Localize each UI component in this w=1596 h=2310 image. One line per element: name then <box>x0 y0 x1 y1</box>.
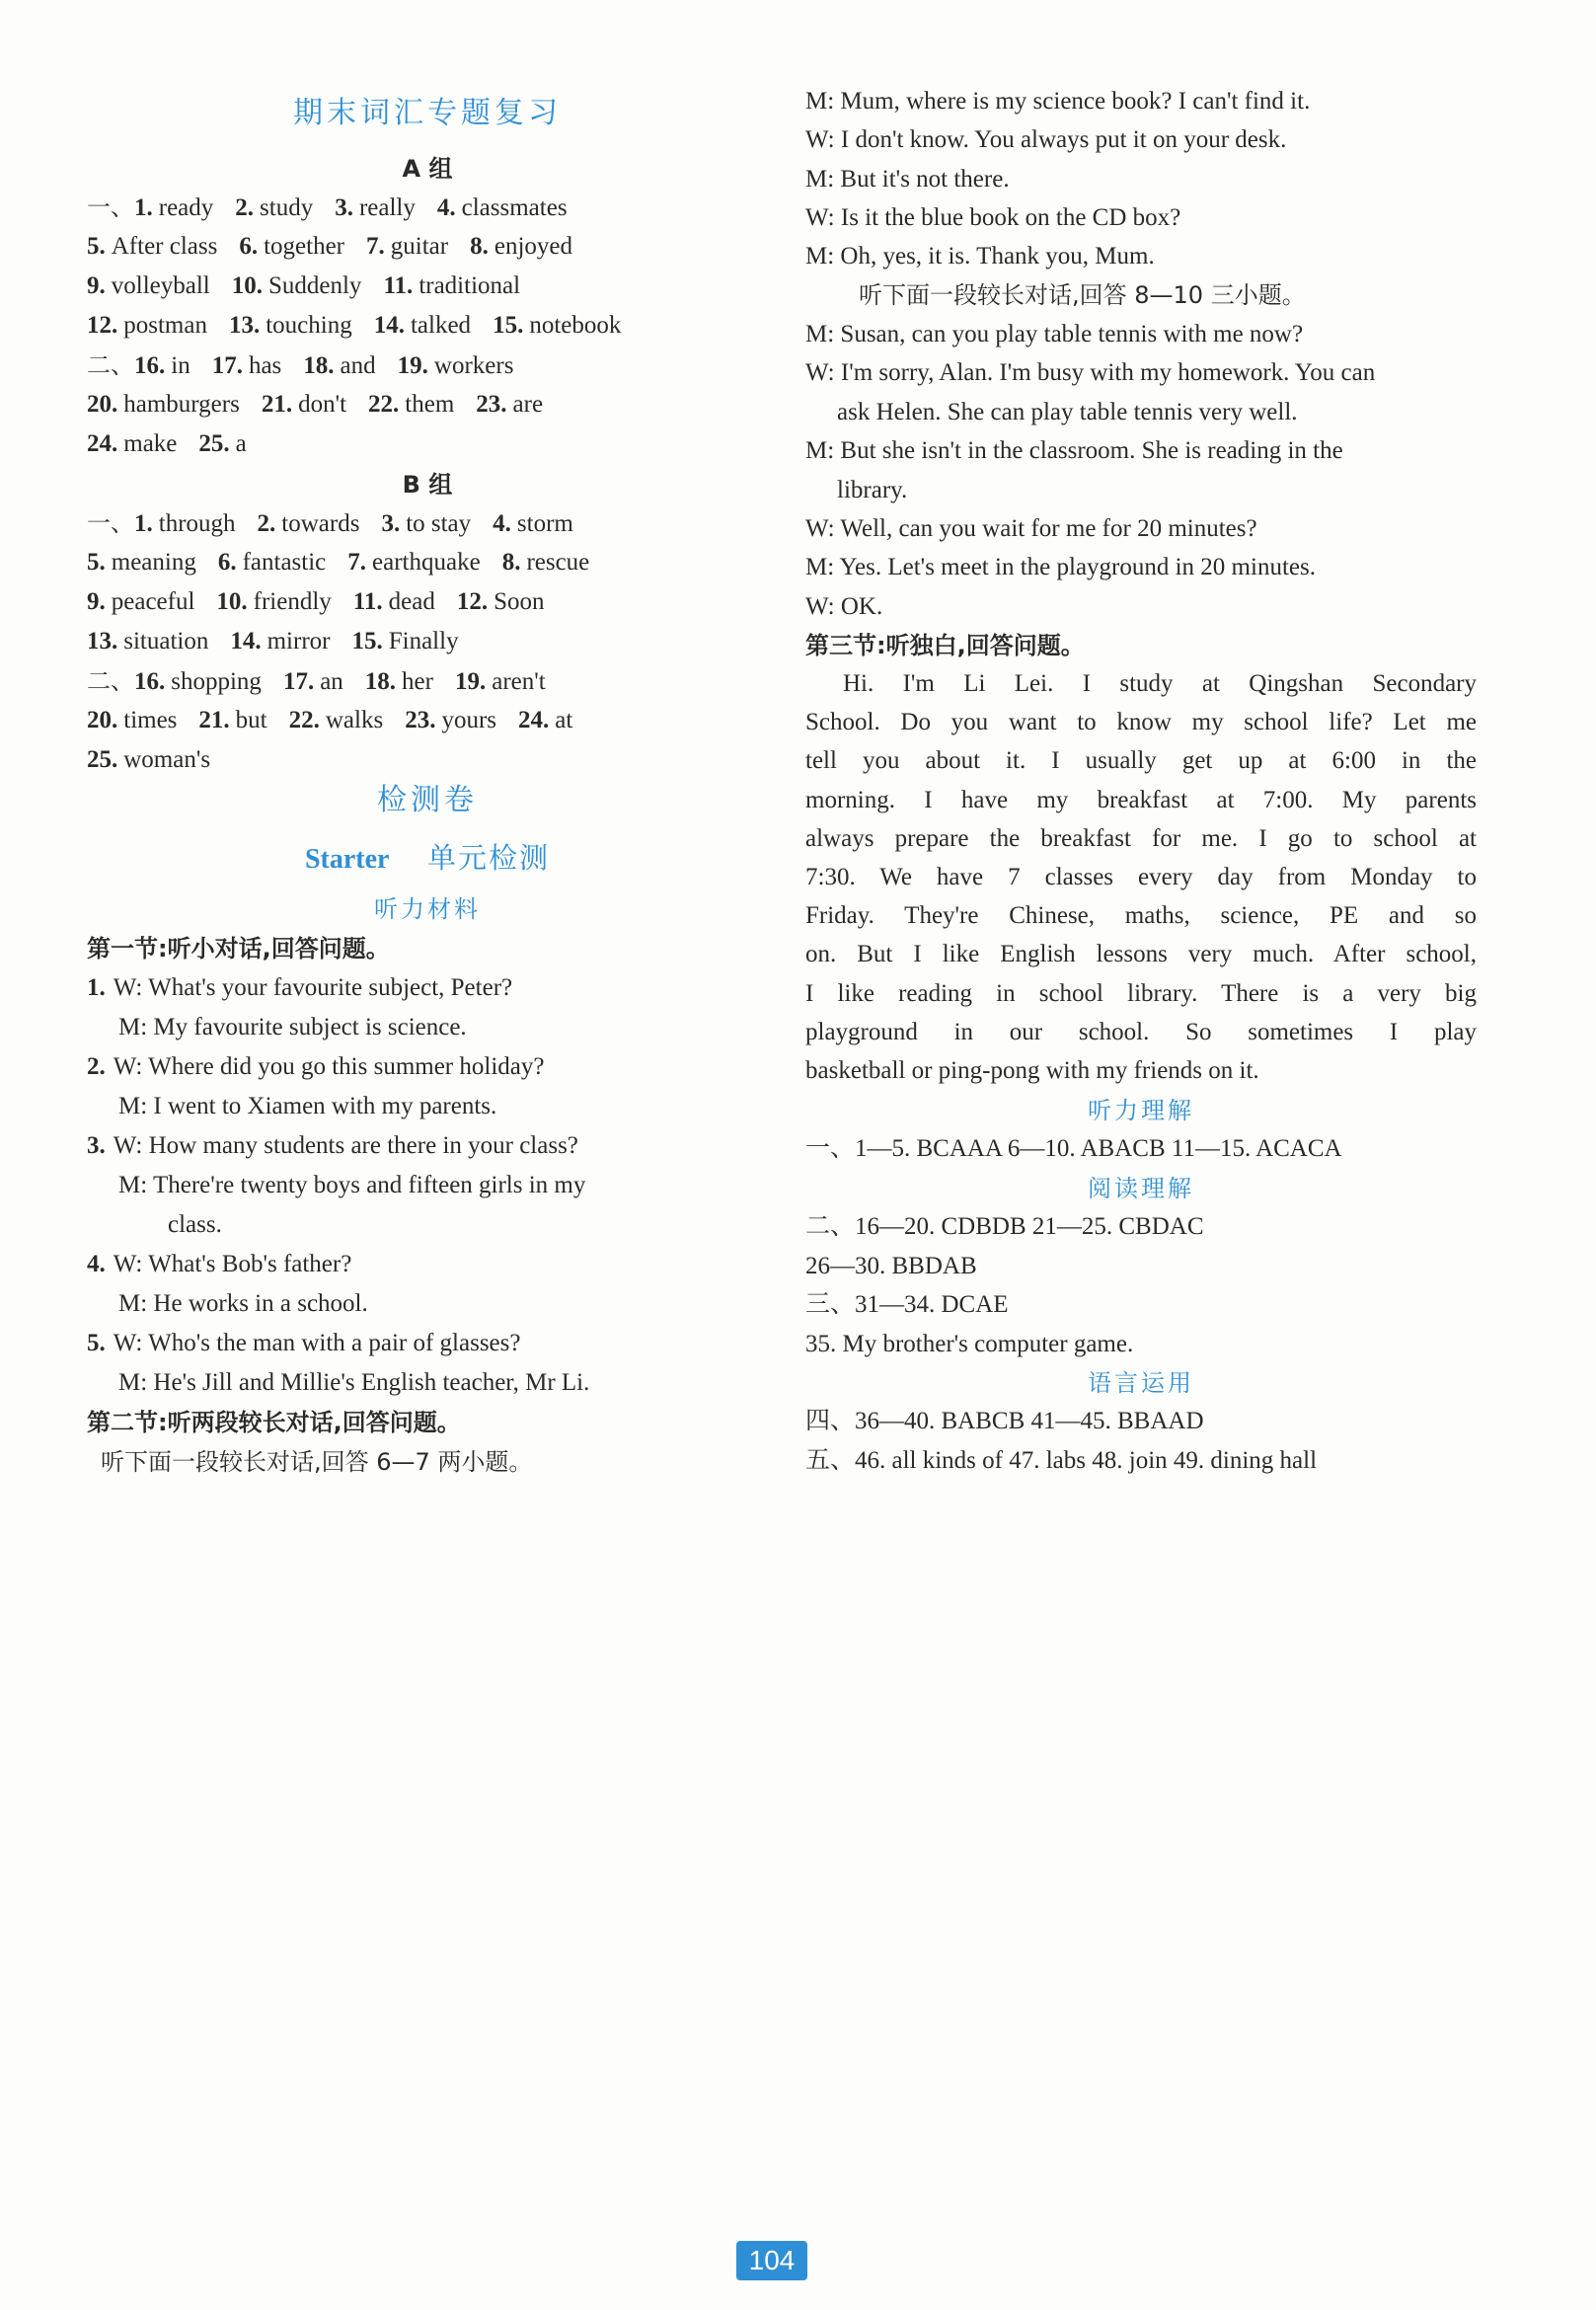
part-number: 一、 <box>87 193 134 221</box>
answer-row <box>87 664 568 699</box>
item-number: 13. <box>228 312 261 339</box>
item-number: 4. <box>493 510 511 537</box>
answer-item <box>374 309 471 343</box>
item-number: 15. <box>493 312 524 339</box>
item-number: 3. <box>381 510 401 537</box>
answer-item <box>262 388 346 422</box>
language-answer-line: 四、36—40. BABCB 41—45. BBAAD <box>805 1408 1204 1434</box>
item-answer: After class <box>111 233 218 260</box>
item-answer: enjoyed <box>494 233 572 260</box>
dialogue-number: 2. <box>87 1053 106 1080</box>
item-number: 6. <box>239 233 259 260</box>
item-number: 5. <box>87 549 106 576</box>
item-answer: study <box>260 194 314 221</box>
reading-answer-line: 35. My brother's computer game. <box>805 1330 1134 1357</box>
item-number: 22. <box>288 707 320 733</box>
answer-item <box>383 270 520 303</box>
language-title: 语言运用 <box>1088 1369 1194 1397</box>
dialogue-m-line: M: He works in a school. <box>118 1290 368 1317</box>
item-answer: aren't <box>492 668 546 695</box>
item-number: 2. <box>257 510 276 537</box>
item-answer: storm <box>516 510 573 537</box>
answer-item <box>87 270 210 303</box>
item-number: 10. <box>216 588 248 615</box>
answer-item <box>351 625 458 658</box>
answer-item <box>455 665 546 699</box>
answer-item <box>258 507 360 541</box>
item-number: 18. <box>364 668 397 695</box>
item-answer: earthquake <box>372 549 481 576</box>
item-answer: through <box>158 510 236 537</box>
answer-item <box>87 546 196 579</box>
answer-item <box>230 625 330 658</box>
item-answer: her <box>402 668 433 695</box>
answer-item <box>87 388 240 422</box>
conv1-line: W: I don't know. You always put it on your desk. <box>805 126 1287 154</box>
answer-item <box>289 704 384 737</box>
answer-item <box>353 585 435 619</box>
item-number: 11. <box>352 588 383 615</box>
dialogue-w-line <box>87 971 512 1005</box>
answer-row <box>87 348 535 383</box>
unit-title <box>87 841 768 878</box>
item-number: 2. <box>235 194 255 221</box>
group-a-label: A 组 <box>402 155 453 183</box>
page-number: 104 <box>736 2241 807 2280</box>
dialogue-m-line: M: My favourite subject is science. <box>118 1014 467 1040</box>
dialogue-number: 1. <box>87 974 106 1001</box>
item-number: 12. <box>87 312 118 339</box>
monologue-line: Hi. I'm Li Lei. I study at Qingshan Secondary <box>843 670 1477 697</box>
part-number: 二、 <box>87 667 134 695</box>
item-number: 1. <box>134 510 153 537</box>
answer-item <box>518 704 572 737</box>
item-number: 25. <box>87 746 118 773</box>
item-answer: towards <box>281 510 360 537</box>
answer-item <box>212 349 282 383</box>
item-answer: don't <box>298 391 347 418</box>
item-number: 24. <box>87 430 118 457</box>
listening-material-title: 听力材料 <box>374 895 481 923</box>
dialogue-w-text: W: What's Bob's father? <box>113 1251 352 1277</box>
test-title: 检测卷 <box>377 783 478 817</box>
section2-heading: 第二节:听两段较长对话,回答问题。 <box>87 1409 461 1436</box>
item-answer: Finally <box>388 628 459 654</box>
item-answer: postman <box>123 312 207 339</box>
answer-row <box>87 388 565 422</box>
dialogue-w-line <box>87 1248 351 1281</box>
item-answer: hamburgers <box>123 391 240 418</box>
item-answer: are <box>512 391 544 418</box>
answer-row <box>87 546 611 579</box>
answer-item <box>198 427 246 461</box>
dialogue-number: 5. <box>87 1330 106 1356</box>
item-answer: guitar <box>390 233 449 260</box>
item-answer: fantastic <box>242 549 327 576</box>
part-number: 一、 <box>87 509 134 537</box>
item-number: 9. <box>87 272 106 299</box>
item-answer: shopping <box>171 668 262 695</box>
conv2-line: M: But she isn't in the classroom. She is reading in the <box>805 437 1343 465</box>
item-answer: times <box>123 707 178 733</box>
answer-row <box>87 427 268 461</box>
item-answer: in <box>171 352 190 379</box>
answer-item <box>87 664 262 699</box>
conv2-line: M: Yes. Let's meet in the playground in 20 minutes. <box>805 554 1316 581</box>
monologue-line: I like reading in school library. There is a very big <box>805 979 1477 1007</box>
reading-answer-line: 三、31—34. DCAE <box>805 1291 1009 1318</box>
conv2-line: W: I'm sorry, Alan. I'm busy with my homework. You can <box>805 359 1376 387</box>
item-number: 22. <box>368 391 400 418</box>
item-number: 8. <box>501 549 521 576</box>
dialogue-number: 3. <box>87 1132 106 1159</box>
answer-item <box>437 192 568 225</box>
answer-item <box>218 546 326 579</box>
monologue-line: morning. I have my breakfast at 7:00. My parents <box>805 786 1477 813</box>
answer-row <box>87 585 567 619</box>
item-number: 16. <box>134 352 166 379</box>
answer-item <box>87 191 213 225</box>
item-number: 14. <box>230 628 262 654</box>
monologue-line: School. Do you want to know my school life? Let me <box>805 709 1477 736</box>
item-number: 1. <box>134 194 153 221</box>
conv2-line: W: Well, can you wait for me for 20 minutes? <box>805 515 1257 542</box>
item-answer: an <box>320 668 343 695</box>
item-number: 18. <box>303 352 335 379</box>
item-answer: meaning <box>111 549 196 576</box>
conv1-line: M: Oh, yes, it is. Thank you, Mum. <box>805 243 1155 270</box>
answer-row <box>87 506 595 541</box>
item-number: 20. <box>87 707 118 733</box>
item-number: 15. <box>351 628 383 654</box>
item-answer: yours <box>441 707 497 733</box>
dialogue-w-text: W: How many students are there in your class? <box>113 1132 578 1159</box>
conv1-line: M: Mum, where is my science book? I can't find it. <box>805 88 1311 115</box>
item-answer: at <box>555 707 573 733</box>
answer-row <box>87 270 542 303</box>
item-answer: situation <box>123 628 209 654</box>
item-answer: to stay <box>406 510 472 537</box>
answer-item <box>87 743 210 777</box>
answer-item <box>87 230 217 264</box>
item-answer: but <box>235 707 267 733</box>
dialogue-w-line <box>87 1129 578 1163</box>
answer-item <box>198 704 266 737</box>
item-number: 7. <box>366 233 385 260</box>
item-number: 23. <box>476 391 507 418</box>
item-answer: walks <box>325 707 384 733</box>
answer-item <box>216 585 331 619</box>
item-number: 11. <box>383 272 414 299</box>
item-number: 19. <box>454 668 487 695</box>
item-number: 19. <box>397 352 428 379</box>
dialogue-w-text: W: What's your favourite subject, Peter? <box>113 974 513 1001</box>
answer-item <box>87 427 177 461</box>
item-answer: and <box>340 352 376 379</box>
section2-intro: 听下面一段较长对话,回答 6—7 两小题。 <box>101 1448 533 1476</box>
answer-row <box>87 309 643 343</box>
group-b-label: B 组 <box>402 471 453 499</box>
item-number: 21. <box>198 707 230 733</box>
item-number: 25. <box>198 430 230 457</box>
answer-item <box>239 230 344 264</box>
answer-item <box>405 704 496 737</box>
item-answer: peaceful <box>111 588 195 615</box>
dialogue-w-text: W: Who's the man with a pair of glasses? <box>113 1330 521 1356</box>
answer-item <box>87 585 194 619</box>
answer-row <box>87 191 589 225</box>
item-answer: make <box>123 430 178 457</box>
item-number: 9. <box>87 588 106 615</box>
item-number: 17. <box>211 352 243 379</box>
answer-item <box>502 546 590 579</box>
conv2-line: M: Susan, can you play table tennis with me now? <box>805 321 1304 347</box>
dialogue-m-line-cont: class. <box>168 1211 222 1238</box>
answer-item <box>476 388 543 422</box>
item-answer: friendly <box>253 588 332 615</box>
section1-heading: 第一节:听小对话,回答问题。 <box>87 935 390 962</box>
conv2-line: W: OK. <box>805 592 883 620</box>
answer-item <box>457 585 545 619</box>
listening-answers: 一、1—5. BCAAA 6—10. ABACB 11—15. ACACA <box>805 1135 1342 1162</box>
item-answer: a <box>235 430 247 457</box>
item-number: 10. <box>231 272 263 299</box>
reading-title: 阅读理解 <box>1088 1175 1194 1202</box>
item-number: 17. <box>282 668 315 695</box>
item-answer: traditional <box>418 272 521 299</box>
item-number: 16. <box>134 668 166 695</box>
dialogue-w-text: W: Where did you go this summer holiday? <box>113 1053 545 1080</box>
item-number: 5. <box>87 233 106 260</box>
answer-item <box>229 309 352 343</box>
item-answer: Soon <box>494 588 545 615</box>
dialogue-w-line <box>87 1050 544 1084</box>
item-answer: touching <box>266 312 352 339</box>
conv2-line: ask Helen. She can play table tennis very well. <box>837 398 1298 425</box>
answer-item <box>368 388 454 422</box>
answer-item <box>87 348 190 383</box>
item-answer: volleyball <box>111 272 210 299</box>
conv1-line: M: But it's not there. <box>805 165 1010 192</box>
reading-answer-line: 26—30. BBDAB <box>805 1252 977 1279</box>
item-answer: them <box>405 391 455 418</box>
item-number: 20. <box>87 391 118 418</box>
item-answer: dead <box>388 588 435 615</box>
item-number: 21. <box>261 391 293 418</box>
part-number: 二、 <box>87 351 134 379</box>
answer-row <box>87 625 481 658</box>
item-answer: mirror <box>266 628 331 654</box>
conv1-line: W: Is it the blue book on the CD box? <box>805 203 1181 231</box>
item-answer: classmates <box>461 194 568 221</box>
unit-title-en: Starter <box>304 844 390 875</box>
monologue-line: tell you about it. I usually get up at 6:00 in the <box>805 747 1477 775</box>
monologue-line: 7:30. We have 7 classes every day from Monday to <box>805 864 1477 890</box>
item-number: 8. <box>470 233 489 260</box>
item-answer: talked <box>410 312 472 339</box>
dialogue-m-line: M: There're twenty boys and fifteen girls in my <box>118 1172 586 1198</box>
answer-item <box>335 192 416 225</box>
answer-item <box>283 665 343 699</box>
monologue-line: on. But I like English lessons very much. After school, <box>805 941 1477 968</box>
answer-item <box>470 230 572 264</box>
answer-item <box>493 309 621 343</box>
item-answer: rescue <box>526 549 590 576</box>
item-number: 12. <box>456 588 489 615</box>
item-number: 13. <box>87 628 118 654</box>
answer-row <box>87 743 232 777</box>
language-answer-line: 五、46. all kinds of 47. labs 48. join 49. dining hall <box>805 1446 1318 1474</box>
section3-heading: 第三节:听独白,回答问题。 <box>805 632 1085 659</box>
monologue-line: basketball or ping-pong with my friends on it. <box>805 1057 1259 1084</box>
answer-row <box>87 704 594 737</box>
dialogue-m-line: M: I went to Xiamen with my parents. <box>118 1093 497 1119</box>
answer-item <box>381 507 471 541</box>
item-answer: notebook <box>529 312 622 339</box>
answer-row <box>87 230 594 264</box>
conv2-intro: 听下面一段较长对话,回答 8—10 三小题。 <box>859 281 1306 309</box>
dialogue-number: 4. <box>87 1251 106 1277</box>
item-number: 14. <box>373 312 405 339</box>
answer-item <box>347 546 480 579</box>
item-number: 23. <box>405 707 436 733</box>
unit-title-cn: 单元检测 <box>427 841 551 875</box>
item-answer: together <box>264 233 345 260</box>
answer-item <box>87 704 177 737</box>
monologue-line: playground in our school. So sometimes I play <box>805 1018 1477 1045</box>
item-answer: woman's <box>123 746 211 773</box>
item-number: 4. <box>436 194 456 221</box>
answer-item <box>366 230 448 264</box>
item-answer: really <box>358 194 416 221</box>
monologue-line: Friday. They're Chinese, maths, science, PE and so <box>805 902 1477 930</box>
answer-item <box>235 192 313 225</box>
listening-answers-title: 听力理解 <box>1088 1097 1194 1124</box>
reading-answer-line: 二、16—20. CDBDB 21—25. CBDAC <box>805 1213 1204 1240</box>
dialogue-m-line: M: He's Jill and Millie's English teacher, Mr Li. <box>118 1369 590 1396</box>
item-number: 6. <box>217 549 237 576</box>
item-number: 24. <box>518 707 550 733</box>
answer-item <box>398 349 514 383</box>
answer-item <box>87 625 208 658</box>
answer-item <box>365 665 433 699</box>
monologue-line: always prepare the breakfast for me. I go to school at <box>805 824 1477 852</box>
answer-item <box>303 349 375 383</box>
conv2-line: library. <box>837 476 908 503</box>
review-title: 期末词汇专题复习 <box>293 96 562 130</box>
item-answer: workers <box>433 352 514 379</box>
answer-item <box>493 507 573 541</box>
item-answer: has <box>248 352 282 379</box>
item-number: 3. <box>335 194 353 221</box>
item-answer: ready <box>158 194 214 221</box>
dialogue-w-line <box>87 1327 520 1360</box>
answer-item <box>87 506 236 541</box>
answer-item <box>232 270 362 303</box>
item-answer: Suddenly <box>267 272 362 299</box>
answer-item <box>87 309 207 343</box>
item-number: 7. <box>347 549 367 576</box>
